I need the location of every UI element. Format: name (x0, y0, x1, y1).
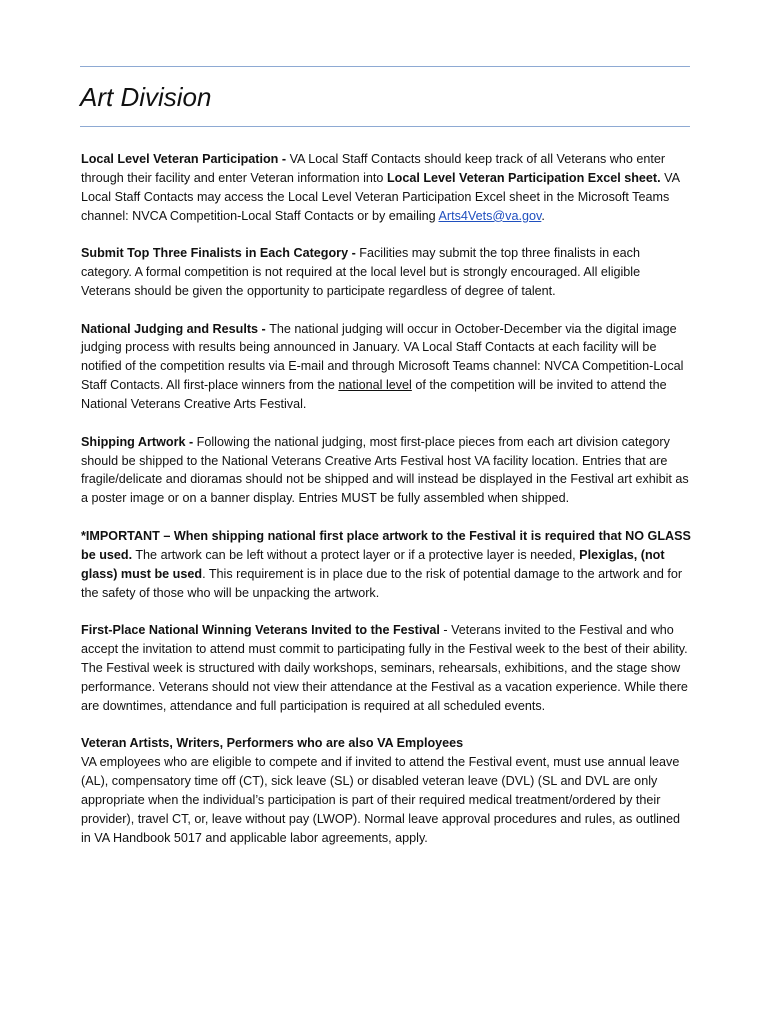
heading-shipping-artwork: Shipping Artwork - (81, 434, 197, 449)
shipping-text: Following the national judging, most first-place pieces from each art division category should be shipped to the National Veterans Creative Arts Festival host VA facility location. Entries that are fragile/delicate and dioramas should not be shipped and will instead be displayed in the Festival art exhibit as a poster image or on a banner display. Entries MUST be fully assembled when shipped. (81, 434, 689, 506)
paragraph-shipping-artwork (81, 433, 693, 509)
page-title: Art Division (80, 82, 212, 112)
paragraph-va-employees (81, 734, 693, 847)
paragraph-national-judging (81, 320, 693, 415)
important-text-1: The artwork can be left without a protect layer or if a protective layer is needed, (132, 547, 580, 562)
top-rule (80, 66, 690, 67)
national-level-underlined: national level (338, 378, 412, 393)
local-text-2: VA Local Staff Contacts may access the Local Level Veteran Participation Excel sheet in the Microsoft Teams channel: NVCA Competition-Local Staff Contacts or by emailing (81, 170, 680, 223)
invited-text: - Veterans invited to the Festival and who accept the invitation to attend must commit to participating fully in the Festival week to the best of their ability. The Festival week is structured with daily workshops, seminars, rehearsals, exhibitions, and the stage show performance. Veterans should not view their attendance at the Festival as a vacation experience. While there are downtimes, attendance and full participation is required at all scheduled events. (81, 623, 688, 713)
paragraph-top-finalists (81, 244, 693, 301)
heading-va-employees: Veteran Artists, Writers, Performers who are also VA Employees (81, 736, 464, 751)
heading-invited-veterans: First-Place National Winning Veterans Invited to the Festival (81, 623, 440, 638)
judging-text-2: of the competition will be invited to attend the National Veterans Creative Arts Festival. (81, 378, 667, 412)
local-text-1: VA Local Staff Contacts should keep track of all Veterans who enter through their facility and enter Veteran information into (81, 152, 666, 185)
local-excel-sheet-name: Local Level Veteran Participation Excel sheet. (386, 170, 661, 185)
paragraph-local-participation (81, 150, 693, 226)
local-text-3: . (541, 208, 545, 223)
paragraph-invited-veterans (81, 621, 693, 716)
important-plexiglas: Plexiglas, (not glass) must be used (81, 547, 665, 581)
important-no-glass: *IMPORTANT – When shipping national first place artwork to the Festival it is required that NO GLASS be used. (81, 528, 691, 562)
paragraph-important-notice (81, 527, 693, 603)
email-link[interactable]: Arts4Vets@va.gov (438, 208, 542, 223)
title-underline-rule (80, 126, 690, 127)
document-body (81, 150, 693, 866)
finalists-text: Facilities may submit the top three finalists in each category. A formal competition is not required at the local level but is strongly encouraged. All eligible Veterans should be given the opportunity to participate regardless of degree of talent. (81, 246, 641, 299)
heading-top-finalists: Submit Top Three Finalists in Each Category - (81, 246, 360, 261)
heading-national-judging: National Judging and Results - (81, 321, 270, 336)
heading-local-participation: Local Level Veteran Participation - (81, 152, 290, 166)
important-text-2: . This requirement is in place due to the risk of potential damage to the artwork and for the safety of those who will be unpacking the artwork. (81, 566, 683, 600)
judging-text-1: The national judging will occur in October-December via the digital image judging process with results being announced in January. VA Local Staff Contacts at each facility will be notified of the competition results via E-mail and through Microsoft Teams channel: NVCA Competition-Local Staff Contacts. All first-place winners from the (81, 321, 684, 393)
employees-text: VA employees who are eligible to compete and if invited to attend the Festival event, must use annual leave (AL), compensatory time off (CT), sick leave (SL) or disabled veteran leave (DVL) (SL and DVL are only appropriate when the individual’s participation is part of their required medical treatment/ordered by their provider), travel CT, or, leave without pay (LWOP). Normal leave approval procedures and rules, as outlined in VA Handbook 5017 and applicable labor agreements, apply. (81, 755, 680, 845)
